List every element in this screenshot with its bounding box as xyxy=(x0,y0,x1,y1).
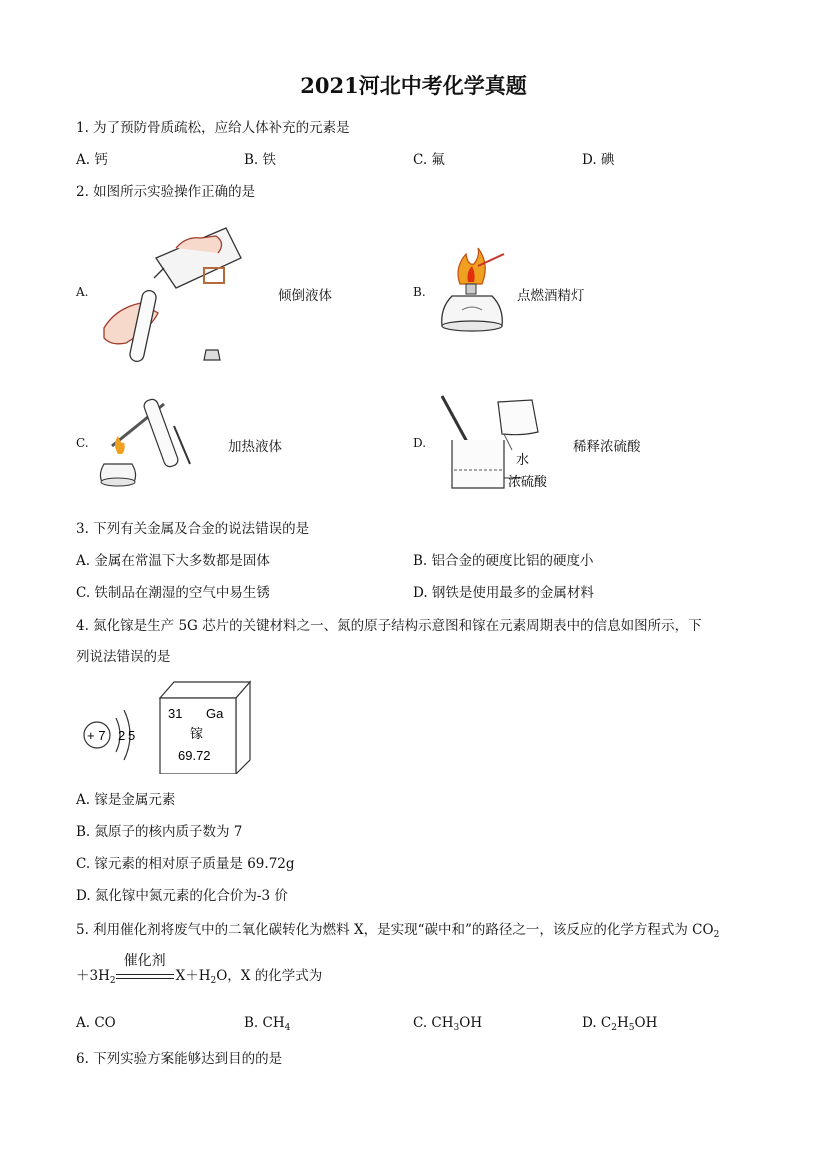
q5-option-c: C. $CH_3OH$ xyxy=(413,1015,483,1033)
q3-option-b: B. 铝合金的硬度比铝的硬度小 xyxy=(413,553,594,569)
q2-option-b-letter: B. xyxy=(413,285,426,299)
q5-option-a: A. CO xyxy=(76,1015,116,1031)
shell2-label: 5 xyxy=(128,728,136,743)
q2-option-d-caption: 稀释浓硫酸 xyxy=(573,439,641,455)
q2-option-a-letter: A. xyxy=(76,285,89,299)
q1-stem: 1. 为了预防骨质疏松，应给人体补充的元素是 xyxy=(76,120,350,136)
acid-label: 浓硫酸 xyxy=(508,474,548,489)
q2-option-c-letter: C. xyxy=(76,436,89,450)
q1-option-b: B. 铁 xyxy=(244,152,277,168)
pour-liquid-figure xyxy=(96,218,246,368)
q5-stem-line1: 5. 利用催化剂将废气中的二氧化碳转化为燃料 X，是实现“碳中和”的路径之一，该反应的化学方程式为 $CO_2$ xyxy=(76,922,720,940)
q2-option-c-caption: 加热液体 xyxy=(228,439,282,455)
q1-option-c: C. 氟 xyxy=(413,152,445,168)
element-symbol: Ga xyxy=(206,706,224,721)
nucleus-label: + 7 xyxy=(87,728,106,743)
q4-stem-line1: 4. 氮化镓是生产 5G 芯片的关键材料之一、氮的原子结构示意图和镓在元素周期表中的信息如图所示，下 xyxy=(76,618,702,634)
q3-option-a: A. 金属在常温下大多数都是固体 xyxy=(76,553,270,569)
q1-option-a: A. 钙 xyxy=(76,152,108,168)
catalyst-label: 催化剂 xyxy=(123,951,166,968)
q5-option-b: B. $CH_4$ xyxy=(244,1015,291,1033)
element-mass: 69.72 xyxy=(178,748,211,763)
page-title: 2021河北中考化学真题 xyxy=(300,73,527,98)
q2-option-a-caption: 倾倒液体 xyxy=(278,288,332,304)
dilute-acid-figure xyxy=(432,392,562,496)
q5-option-d: D. $C_2H_5OH$ xyxy=(582,1015,658,1033)
nitrogen-atom-and-gallium-cell xyxy=(78,678,268,774)
alcohol-lamp-figure xyxy=(432,246,512,338)
shell1-label: 2 xyxy=(118,728,126,743)
q5-equation: $+3H_2$ 催化剂 $X+H_2O$，X 的化学式为 xyxy=(76,951,323,986)
heat-liquid-figure xyxy=(94,396,204,496)
q4-stem-line2: 列说法错误的是 xyxy=(76,649,171,665)
q2-stem: 2. 如图所示实验操作正确的是 xyxy=(76,184,256,200)
q2-option-d-letter: D. xyxy=(413,436,427,450)
q3-option-d: D. 钢铁是使用最多的金属材料 xyxy=(413,585,594,601)
water-label: 水 xyxy=(516,452,530,467)
q3-option-c: C. 铁制品在潮湿的空气中易生锈 xyxy=(76,585,270,601)
q4-option-d: D. 氮化镓中氮元素的化合价为-3 价 xyxy=(76,888,288,904)
q3-stem: 3. 下列有关金属及合金的说法错误的是 xyxy=(76,521,310,537)
q4-option-a: A. 镓是金属元素 xyxy=(76,792,176,808)
element-number: 31 xyxy=(168,706,183,721)
q4-option-c: C. 镓元素的相对原子质量是 69.72g xyxy=(76,856,295,872)
catalyst-arrow xyxy=(116,951,176,984)
q4-option-b: B. 氮原子的核内质子数为 7 xyxy=(76,824,243,840)
q2-option-b-caption: 点燃酒精灯 xyxy=(517,288,585,304)
q1-option-d: D. 碘 xyxy=(582,152,615,168)
element-name: 镓 xyxy=(190,726,204,741)
q6-stem: 6. 下列实验方案能够达到目的的是 xyxy=(76,1051,283,1067)
